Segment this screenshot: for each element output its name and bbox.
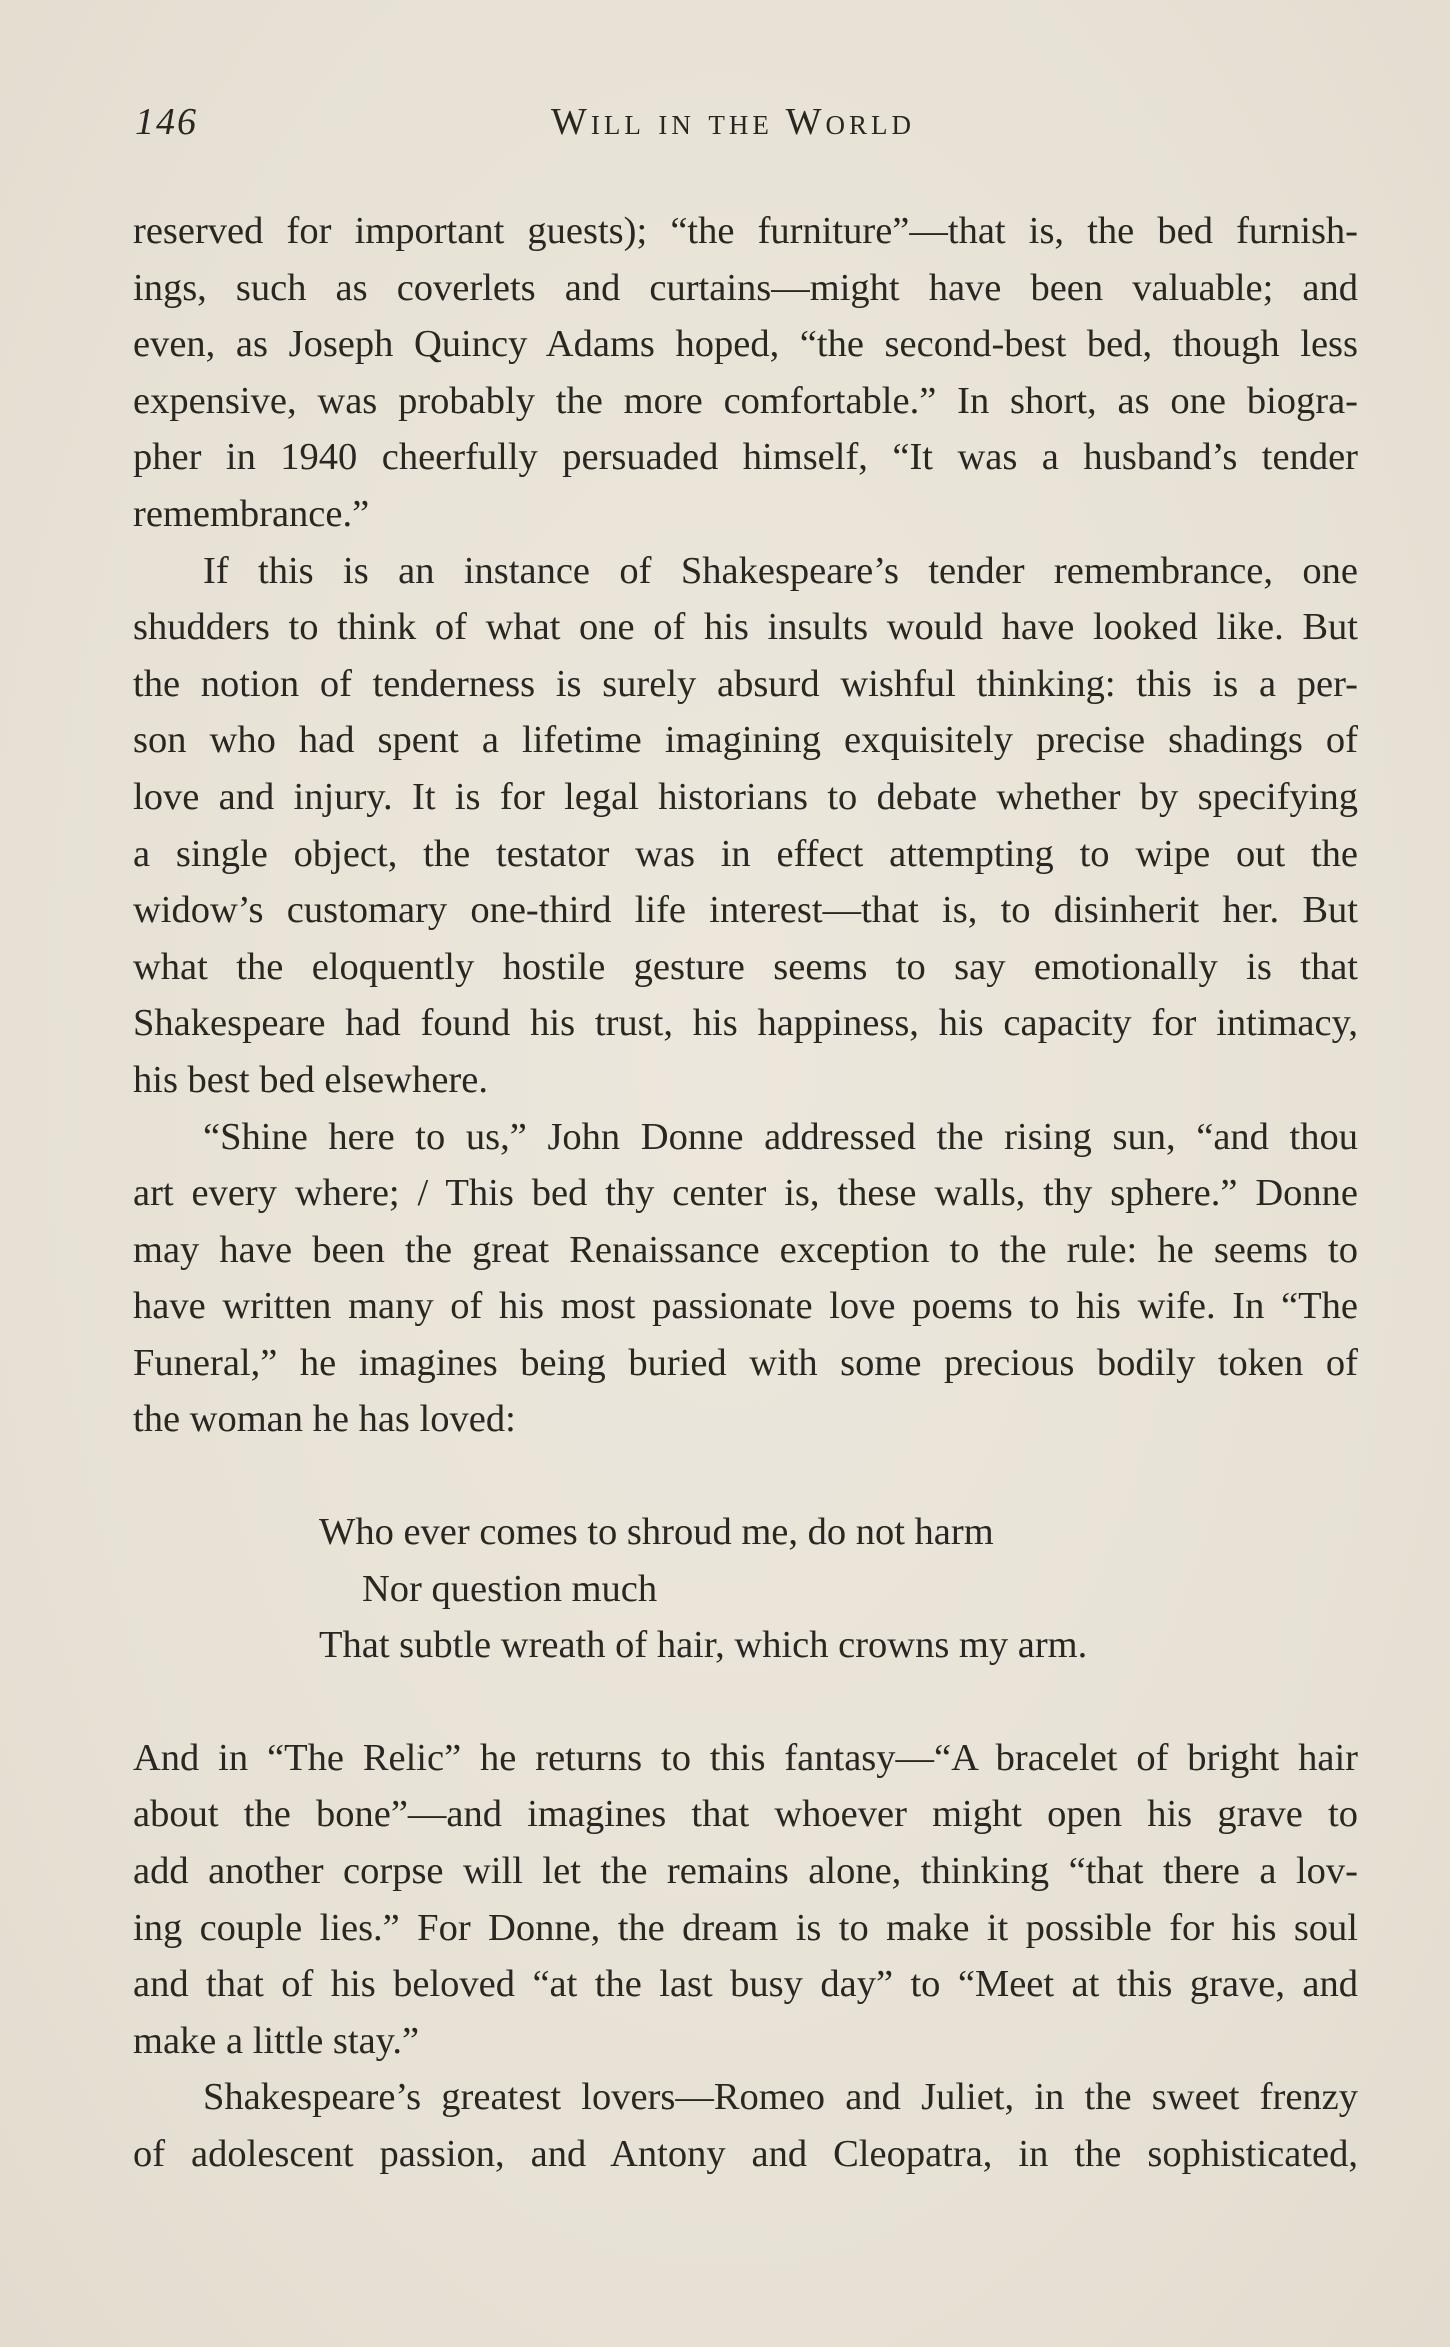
text-line: love and injury. It is for legal historians to debate whether by specifying bbox=[133, 775, 1358, 818]
verse-line: Nor question much bbox=[362, 1567, 658, 1610]
text-line: add another corpse will let the remains alone, thinking “that there a lov- bbox=[133, 1850, 1358, 1893]
text-line: his best bed elsewhere. bbox=[133, 1058, 488, 1101]
text-line: the notion of tenderness is surely absurd wishful thinking: this is a per- bbox=[133, 662, 1358, 705]
paragraph-1 bbox=[133, 203, 1358, 543]
text-line: Shakespeare had found his trust, his happiness, his capacity for intimacy, bbox=[133, 1002, 1358, 1045]
verse-line: Who ever comes to shroud me, do not harm bbox=[319, 1511, 994, 1554]
paragraph-2 bbox=[133, 543, 1358, 1109]
body-text bbox=[133, 203, 1358, 2183]
text-line: shudders to think of what one of his insults would have looked like. But bbox=[133, 606, 1358, 649]
text-line: pher in 1940 cheerfully persuaded himself, “It was a husband’s tender bbox=[133, 436, 1358, 479]
text-line: son who had spent a lifetime imagining exquisitely precise shadings of bbox=[133, 719, 1358, 762]
page-number: 146 bbox=[135, 101, 198, 143]
text-line: about the bone”—and imagines that whoever might open his grave to bbox=[133, 1793, 1358, 1836]
text-line: of adolescent passion, and Antony and Cleopatra, in the sophisticated, bbox=[133, 2133, 1358, 2175]
text-line: the woman he has loved: bbox=[133, 1398, 516, 1441]
text-line: a single object, the testator was in effect attempting to wipe out the bbox=[133, 832, 1358, 875]
text-line: ings, such as coverlets and curtains—might have been valuable; and bbox=[133, 266, 1358, 309]
text-line: ing couple lies.” For Donne, the dream is to make it possible for his soul bbox=[133, 1906, 1358, 1949]
text-line: make a little stay.” bbox=[133, 2019, 420, 2062]
paragraph-3 bbox=[133, 1109, 1358, 1449]
text-line: reserved for important guests); “the furniture”—that is, the bed furnish- bbox=[133, 210, 1358, 252]
text-line: what the eloquently hostile gesture seems to say emotionally is that bbox=[133, 945, 1358, 988]
text-line: and that of his beloved “at the last busy day” to “Meet at this grave, and bbox=[133, 1963, 1358, 2006]
text-line: Shakespeare’s greatest lovers—Romeo and Juliet, in the sweet frenzy bbox=[203, 2076, 1358, 2119]
text-line: And in “The Relic” he returns to this fantasy—“A bracelet of bright hair bbox=[133, 1736, 1358, 1779]
text-line: even, as Joseph Quincy Adams hoped, “the second-best bed, though less bbox=[133, 323, 1358, 366]
text-line: have written many of his most passionate love poems to his wife. In “The bbox=[133, 1285, 1358, 1328]
text-line: art every where; / This bed thy center is, these walls, thy sphere.” Donne bbox=[133, 1172, 1358, 1215]
text-line: remembrance.” bbox=[133, 492, 370, 535]
verse-quotation bbox=[319, 1504, 1358, 1674]
text-line: may have been the great Renaissance exception to the rule: he seems to bbox=[133, 1228, 1358, 1271]
text-line: Funeral,” he imagines being buried with some precious bodily token of bbox=[133, 1341, 1358, 1384]
text-line: widow’s customary one-third life interest—that is, to disinherit her. But bbox=[133, 889, 1358, 932]
verse-line: That subtle wreath of hair, which crowns my arm. bbox=[319, 1624, 1088, 1667]
text-line: expensive, was probably the more comfortable.” In short, as one biogra- bbox=[133, 379, 1358, 422]
text-line: “Shine here to us,” John Donne addressed the rising sun, “and thou bbox=[203, 1115, 1358, 1158]
running-head bbox=[133, 100, 1358, 150]
paragraph-4 bbox=[133, 1730, 1358, 2070]
text-line: If this is an instance of Shakespeare’s tender remembrance, one bbox=[203, 549, 1358, 592]
paragraph-5 bbox=[133, 2069, 1358, 2182]
book-title: Will in the World bbox=[551, 101, 915, 143]
